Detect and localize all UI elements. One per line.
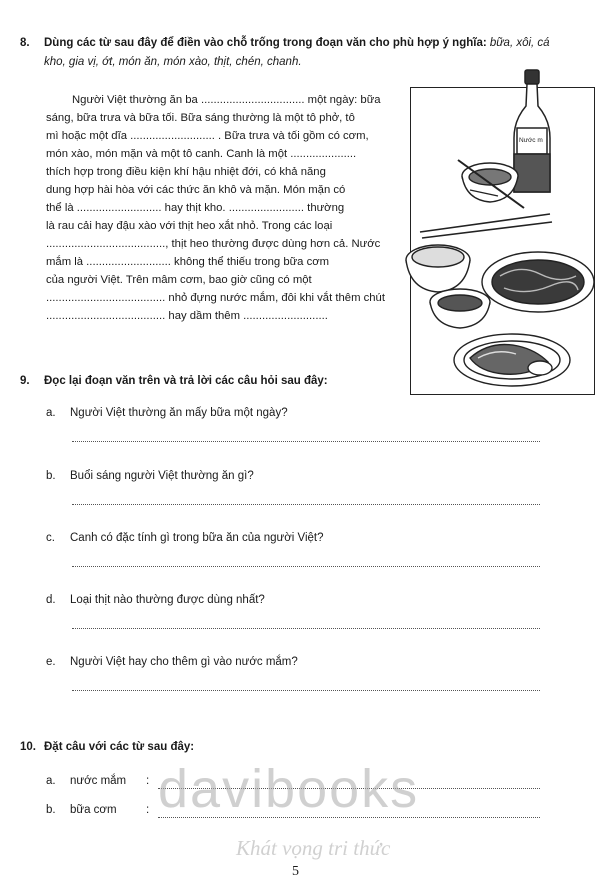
q9b-letter: b. — [46, 470, 56, 482]
q9a-answer-line[interactable] — [72, 441, 540, 442]
q9b-question: Buổi sáng người Việt thường ăn gì? — [70, 470, 254, 482]
paragraph-line: dung hợp hài hòa với các thức ăn khô và mặn. Món mặn có — [46, 184, 346, 196]
paragraph-line: ......................................, thịt heo thường được dùng hơn cả. Nước — [46, 238, 381, 250]
paragraph-line: mắm là ........................... không thể thiếu trong bữa cơm — [46, 256, 330, 268]
q9d-answer-line[interactable] — [72, 628, 540, 629]
food-illustration — [400, 64, 595, 399]
q8-number: 8. — [20, 37, 30, 49]
q10b-colon: : — [146, 804, 150, 816]
q9a-question: Người Việt thường ăn mấy bữa một ngày? — [70, 407, 288, 419]
fish-sauce-bottle-icon — [514, 70, 550, 192]
paragraph-line: thể là ........................... hay thịt kho. ........................ thường — [46, 202, 345, 214]
fish-plate-icon — [454, 334, 570, 386]
paragraph-line: món xào, món mặn và một tô canh. Canh là một ..................... — [46, 148, 357, 160]
q8-word-list: bữa, xôi, cá kho, gia vị, ớt, món ăn, món xào, thịt, chén, chanh. — [44, 37, 550, 68]
q9c-letter: c. — [46, 532, 55, 544]
paragraph-line: của người Việt. Trên mâm cơm, bao giờ cũng có một — [46, 274, 312, 286]
watermark-brand: davibooks — [158, 759, 420, 819]
paragraph-line: mì hoặc một dĩa ........................... . Bữa trưa và tối gồm có cơm, — [46, 130, 369, 142]
q10a-word: nước mắm — [70, 775, 127, 787]
q10a-colon: : — [146, 775, 150, 787]
q10-instruction: Đặt câu với các từ sau đây: — [44, 741, 195, 753]
watermark-tagline: Khát vọng tri thức — [236, 836, 391, 860]
q9c-question: Canh có đặc tính gì trong bữa ăn của người Việt? — [70, 532, 324, 544]
q10b-letter: b. — [46, 804, 56, 816]
dipping-bowl-icon — [430, 289, 490, 328]
paragraph-line: sáng, bữa trưa và bữa tối. Bữa sáng thường là một tô phở, tô — [46, 112, 355, 124]
page-number: 5 — [292, 864, 299, 879]
q9e-letter: e. — [46, 656, 56, 668]
q9d-question: Loại thịt nào thường được dùng nhất? — [70, 594, 265, 606]
q10-number: 10. — [20, 741, 36, 753]
paragraph-line: ...................................... nhỏ đựng nước mắm, đôi khi vắt thêm chút — [46, 292, 385, 304]
vegetable-plate-icon — [482, 252, 594, 312]
q9a-letter: a. — [46, 407, 56, 419]
q8-instruction-text: Dùng các từ sau đây để điền vào chỗ trống trong đoạn văn cho phù hợp ý nghĩa: — [44, 37, 487, 49]
q9e-answer-line[interactable] — [72, 690, 540, 691]
q9-instruction: Đọc lại đoạn văn trên và trả lời các câu hỏi sau đây: — [44, 375, 328, 387]
q9c-answer-line[interactable] — [72, 566, 540, 567]
q9-number: 9. — [20, 375, 30, 387]
paragraph-line: là rau cải hay đậu xào với thịt heo xắt nhỏ. Trong các loại — [46, 220, 333, 232]
paragraph-line: thích hợp trong điều kiện khí hậu nhiệt đới, có khả năng — [46, 166, 326, 178]
q10b-word: bữa cơm — [70, 804, 117, 816]
q9e-question: Người Việt hay cho thêm gì vào nước mắm? — [70, 656, 298, 668]
q10a-letter: a. — [46, 775, 56, 787]
paragraph-line: ...................................... hay dầm thêm ........................... — [46, 310, 328, 322]
q9b-answer-line[interactable] — [72, 504, 540, 505]
q9d-letter: d. — [46, 594, 56, 606]
paragraph-line: Người Việt thường ăn ba ................................. một ngày: bữa — [72, 94, 381, 106]
bottle-label: Nước m — [519, 137, 543, 144]
